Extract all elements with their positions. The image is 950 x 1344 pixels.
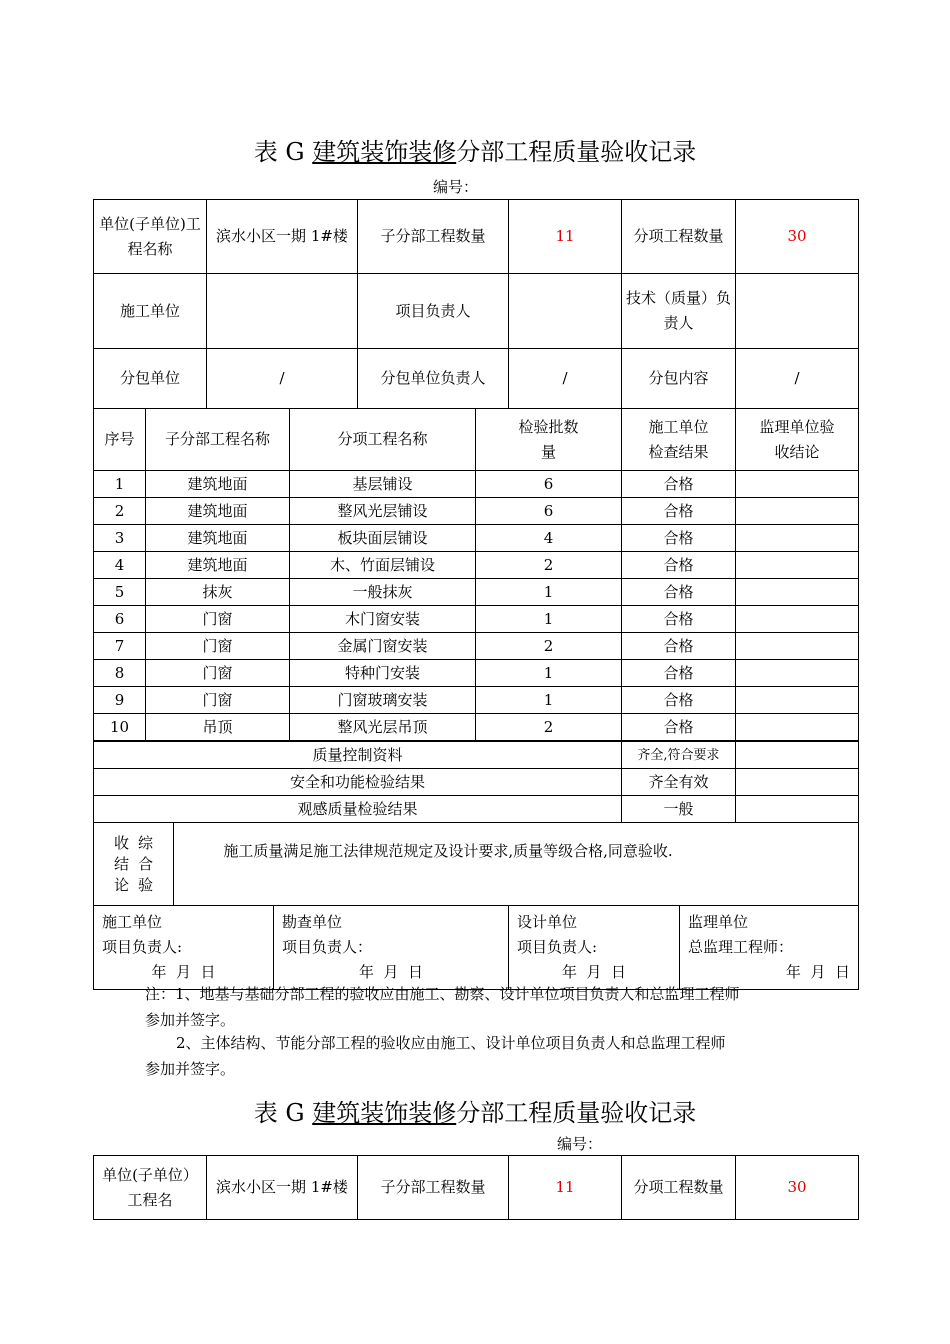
table-row <box>94 714 859 741</box>
row-no: 1 <box>94 471 146 498</box>
row-conclusion <box>736 552 859 579</box>
row-count: 4 <box>476 525 622 552</box>
row-count: 2 <box>476 552 622 579</box>
table-row <box>94 660 859 687</box>
item-count-label: 分项工程数量 <box>622 200 736 274</box>
summary-blank <box>736 742 859 769</box>
row-result: 合格 <box>622 606 736 633</box>
row-result: 合格 <box>622 498 736 525</box>
table-row <box>94 552 859 579</box>
conclusion-label-col2: 综合验 <box>137 833 153 894</box>
subcontract-lead-label: 分包单位负责人 <box>358 349 509 409</box>
signature-date: 年 月 日 <box>785 963 850 981</box>
signature-unit: 勘查单位 <box>282 913 343 931</box>
signature-cell <box>94 906 274 990</box>
row-item-name: 基层铺设 <box>290 471 476 498</box>
construction-unit-value <box>207 274 358 349</box>
row-no: 7 <box>94 633 146 660</box>
subcontract-label: 分包单位 <box>94 349 207 409</box>
conclusion-text: 施工质量满足施工法律规范规定及设计要求,质量等级合格,同意验收. <box>174 823 859 906</box>
signature-cell <box>274 906 509 990</box>
form2-unit-name-label: 单位(子单位）工程名 <box>94 1156 207 1220</box>
form-title: 表 G 建筑装饰装修分部工程质量验收记录 <box>253 138 697 166</box>
table-row <box>94 579 859 606</box>
row-sub-name: 建筑地面 <box>146 471 290 498</box>
row-count: 1 <box>476 660 622 687</box>
row-item-name: 特种门安装 <box>290 660 476 687</box>
form2-item-count-value: 30 <box>736 1156 859 1220</box>
tech-lead-label: 技术（质量）负责人 <box>622 274 736 349</box>
subcontract-lead-value: / <box>509 349 622 409</box>
items-header-row <box>94 409 859 471</box>
subcontract-value: / <box>207 349 358 409</box>
row-sub-name: 门窗 <box>146 687 290 714</box>
items-table <box>93 408 859 741</box>
summary-row <box>94 769 859 796</box>
row-conclusion <box>736 606 859 633</box>
note-line-1: 注：1、地基与基础分部工程的验收应由施工、勘察、设计单位项目负责人和总监理工程师 <box>145 985 740 1003</box>
row-sub-name: 门窗 <box>146 660 290 687</box>
row-count: 1 <box>476 606 622 633</box>
signature-unit: 设计单位 <box>517 913 578 931</box>
signature-date: 年 月 日 <box>358 963 424 981</box>
table-row <box>94 633 859 660</box>
row-no: 8 <box>94 660 146 687</box>
row-item-name: 板块面层铺设 <box>290 525 476 552</box>
conclusion-label <box>94 823 174 906</box>
item-count-value: 30 <box>736 200 859 274</box>
signatures-table <box>93 905 859 990</box>
summary-value: 一般 <box>622 796 736 823</box>
summary-label: 质量控制资料 <box>94 742 622 769</box>
table-row <box>94 687 859 714</box>
col-header-count: 检验批数量 <box>476 409 622 471</box>
project-lead-label: 项目负责人 <box>358 274 509 349</box>
form2-title: 表 G 建筑装饰装修分部工程质量验收记录 <box>253 1099 697 1127</box>
row-no: 10 <box>94 714 146 741</box>
row-count: 2 <box>476 714 622 741</box>
sub-count-label: 子分部工程数量 <box>358 200 509 274</box>
row-result: 合格 <box>622 687 736 714</box>
row-conclusion <box>736 660 859 687</box>
col-header-no: 序号 <box>94 409 146 471</box>
header-table <box>93 199 859 409</box>
col-header-item: 分项工程名称 <box>290 409 476 471</box>
signature-cell <box>680 906 859 990</box>
signature-role: 项目负责人: <box>517 938 598 956</box>
signature-role: 项目负责人: <box>102 938 183 956</box>
sub-count-value: 11 <box>509 200 622 274</box>
row-result: 合格 <box>622 714 736 741</box>
row-count: 6 <box>476 471 622 498</box>
row-conclusion <box>736 525 859 552</box>
signature-role: 总监理工程师： <box>688 938 794 956</box>
form2-unit-name-value: 滨水小区一期 1#楼 <box>207 1156 358 1220</box>
unit-name-value: 滨水小区一期 1#楼 <box>207 200 358 274</box>
note-line-2: 参加并签字。 <box>145 1011 236 1029</box>
row-count: 6 <box>476 498 622 525</box>
form2-code-label: 编号： <box>557 1135 603 1153</box>
summary-table <box>93 741 859 823</box>
signature-date: 年 月 日 <box>561 963 627 981</box>
row-result: 合格 <box>622 633 736 660</box>
subcontract-content-value: / <box>736 349 859 409</box>
row-result: 合格 <box>622 660 736 687</box>
signature-unit: 监理单位 <box>688 913 749 931</box>
row-no: 2 <box>94 498 146 525</box>
row-no: 3 <box>94 525 146 552</box>
col-header-sub: 子分部工程名称 <box>146 409 290 471</box>
row-sub-name: 抹灰 <box>146 579 290 606</box>
row-conclusion <box>736 471 859 498</box>
row-sub-name: 建筑地面 <box>146 525 290 552</box>
tech-lead-value <box>736 274 859 349</box>
row-conclusion <box>736 687 859 714</box>
summary-row <box>94 796 859 823</box>
signature-unit: 施工单位 <box>102 913 163 931</box>
row-conclusion <box>736 714 859 741</box>
row-item-name: 门窗玻璃安装 <box>290 687 476 714</box>
summary-label: 观感质量检验结果 <box>94 796 622 823</box>
form2-sub-count-value: 11 <box>509 1156 622 1220</box>
summary-blank <box>736 796 859 823</box>
row-no: 9 <box>94 687 146 714</box>
summary-blank <box>736 769 859 796</box>
conclusion-table <box>93 822 859 906</box>
code-label: 编号： <box>433 178 479 196</box>
row-no: 4 <box>94 552 146 579</box>
unit-name-label: 单位(子单位)工程名称 <box>94 200 207 274</box>
row-result: 合格 <box>622 471 736 498</box>
summary-row <box>94 742 859 769</box>
table-row <box>94 606 859 633</box>
form2-sub-count-label: 子分部工程数量 <box>358 1156 509 1220</box>
table-row <box>94 525 859 552</box>
table-row <box>94 471 859 498</box>
signature-cell <box>509 906 680 990</box>
col-header-conclusion: 监理单位验收结论 <box>736 409 859 471</box>
row-count: 2 <box>476 633 622 660</box>
row-sub-name: 建筑地面 <box>146 552 290 579</box>
note-line-3: 2、主体结构、节能分部工程的验收应由施工、设计单位项目负责人和总监理工程师 <box>176 1034 726 1052</box>
form2-header-table <box>93 1155 859 1220</box>
row-item-name: 整风光层吊顶 <box>290 714 476 741</box>
construction-unit-label: 施工单位 <box>94 274 207 349</box>
table-row <box>94 498 859 525</box>
row-conclusion <box>736 498 859 525</box>
row-count: 1 <box>476 579 622 606</box>
row-item-name: 一般抹灰 <box>290 579 476 606</box>
row-result: 合格 <box>622 552 736 579</box>
form2-item-count-label: 分项工程数量 <box>622 1156 736 1220</box>
signature-date: 年 月 日 <box>151 963 216 981</box>
row-sub-name: 吊顶 <box>146 714 290 741</box>
row-conclusion <box>736 579 859 606</box>
note-line-4: 参加并签字。 <box>145 1060 236 1078</box>
row-sub-name: 门窗 <box>146 633 290 660</box>
col-header-result: 施工单位检查结果 <box>622 409 736 471</box>
row-result: 合格 <box>622 579 736 606</box>
row-conclusion <box>736 633 859 660</box>
row-sub-name: 建筑地面 <box>146 498 290 525</box>
conclusion-label-col1: 收结论 <box>113 833 129 894</box>
summary-value: 齐全,符合要求 <box>622 742 736 769</box>
row-no: 5 <box>94 579 146 606</box>
row-count: 1 <box>476 687 622 714</box>
row-item-name: 金属门窗安装 <box>290 633 476 660</box>
project-lead-value <box>509 274 622 349</box>
subcontract-content-label: 分包内容 <box>622 349 736 409</box>
signature-role: 项目负责人： <box>282 938 373 956</box>
row-sub-name: 门窗 <box>146 606 290 633</box>
summary-label: 安全和功能检验结果 <box>94 769 622 796</box>
row-no: 6 <box>94 606 146 633</box>
row-result: 合格 <box>622 525 736 552</box>
row-item-name: 木、竹面层铺设 <box>290 552 476 579</box>
row-item-name: 木门窗安装 <box>290 606 476 633</box>
summary-value: 齐全有效 <box>622 769 736 796</box>
row-item-name: 整风光层铺设 <box>290 498 476 525</box>
